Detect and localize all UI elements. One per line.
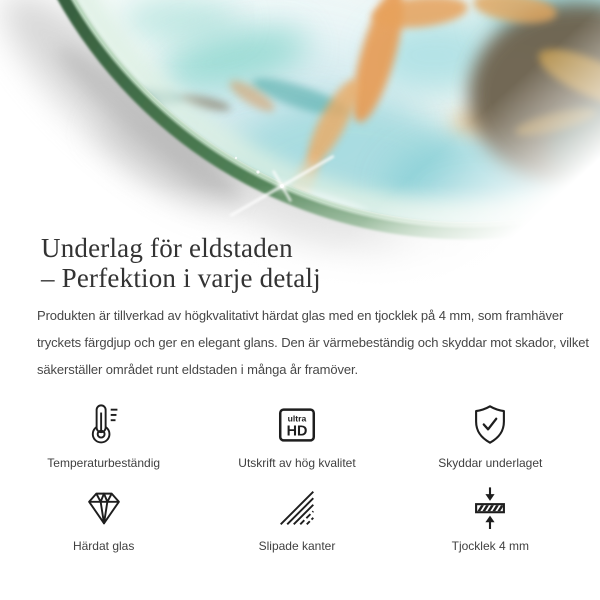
- feature-grid: [7, 400, 587, 554]
- diamond-icon: [81, 483, 127, 533]
- feature-thickness: [394, 483, 587, 554]
- page-title-line2: – Perfektion i varje detalj: [41, 263, 321, 293]
- ultra-hd-badge-top: ultra: [287, 413, 307, 424]
- shield-check-icon: [467, 400, 513, 450]
- beveled-edge-icon: [274, 483, 320, 533]
- feature-polished-edges: [200, 483, 393, 554]
- page-title: [41, 233, 321, 293]
- feature-label: Tjocklek 4 mm: [451, 539, 529, 553]
- feature-label: Utskrift av hög kvalitet: [238, 456, 356, 470]
- feature-label: Härdat glas: [72, 539, 135, 553]
- ultra-hd-icon: [274, 400, 320, 450]
- ultra-hd-badge-bottom: HD: [286, 423, 308, 440]
- thermometer-icon: [81, 400, 127, 450]
- feature-label: Temperaturbeständig: [47, 456, 161, 470]
- feature-temperature: [7, 400, 200, 471]
- feature-label: Slipade kanter: [258, 539, 336, 553]
- feature-protection: [394, 400, 587, 471]
- thickness-compress-icon: [467, 483, 513, 533]
- feature-print-quality: [200, 400, 393, 471]
- page-title-line1: Underlag för eldstaden: [41, 233, 293, 263]
- feature-tempered-glass: [7, 483, 200, 554]
- feature-label: Skyddar underlaget: [438, 456, 543, 470]
- product-description: Produkten är tillverkad av högkvalitativt härdat glas med en tjocklek på 4 mm, som framhäver tryckets färgdjup och ger en elegant glans. Den är värmebeständig och skyddar mot skador, vilket säkerställer området runt eldstaden i många år framöver.: [37, 308, 589, 377]
